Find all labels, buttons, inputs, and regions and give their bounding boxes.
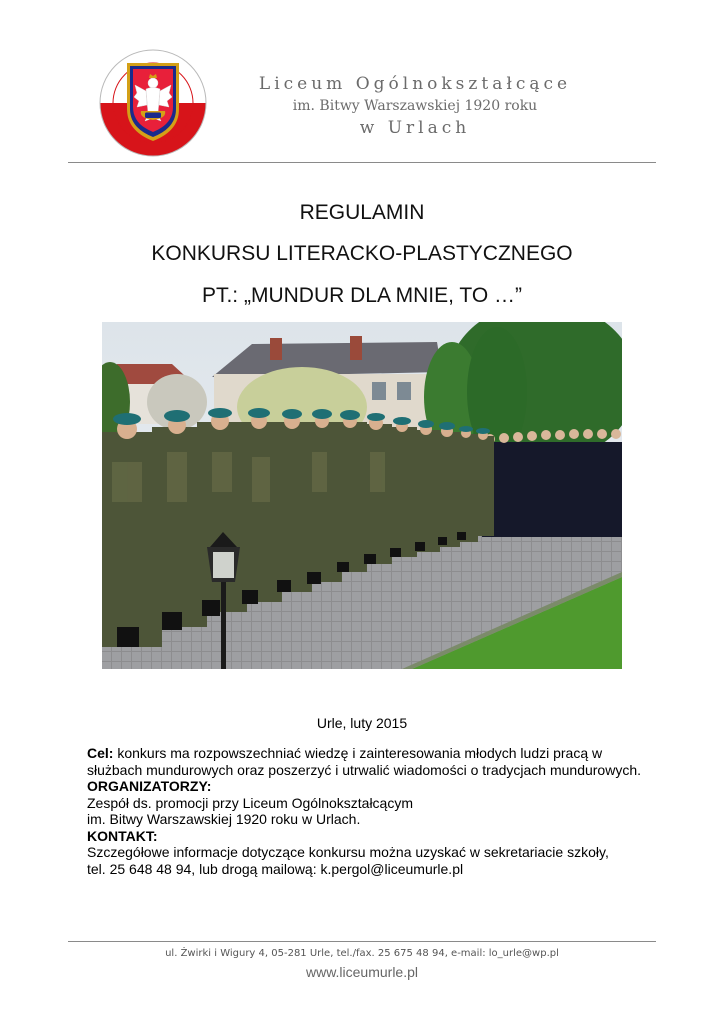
rules-body: [87, 745, 647, 877]
school-name-header: [215, 72, 615, 140]
uniformed-students-parade-photo: [102, 322, 622, 669]
header-divider: [68, 162, 656, 163]
organizers-line2: im. Bitwy Warszawskiej 1920 roku w Urlach.: [87, 811, 361, 827]
document-subtitle: KONKURSU LITERACKO-PLASTYCZNEGO: [151, 242, 573, 265]
goal-paragraph: [87, 745, 647, 778]
school-name-line2: im. Bitwy Warszawskiej 1920 roku: [292, 98, 538, 114]
school-logo: [97, 47, 209, 159]
contest-name: PT.: „MUNDUR DLA MNIE, TO …”: [201, 284, 523, 307]
place-and-date: Urle, luty 2015: [316, 715, 408, 731]
school-name-line3: w Urlach: [359, 118, 471, 138]
goal-text: konkurs ma rozpowszechniać wiedzę i zainteresowania młodych ludzi pracą w służbach mundurowych oraz poszerzyć i utrwalić wiadomości o tradycjach mundurowych.: [87, 745, 642, 778]
footer-website-link[interactable]: www.liceumurle.pl: [305, 964, 419, 980]
footer-address: ul. Żwirki i Wigury 4, 05-281 Urle, tel./fax. 25 675 48 94, e-mail: lo_urle@wp.pl: [165, 948, 559, 959]
contact-line1: Szczegółowe informacje dotyczące konkursu można uzyskać w sekretariacie szkoły,: [87, 844, 609, 860]
organizers-label: ORGANIZATORZY:: [87, 778, 212, 794]
contact-line2: tel. 25 648 48 94, lub drogą mailową: k.pergol@liceumurle.pl: [87, 860, 464, 877]
eagle-crest-icon: [97, 47, 209, 159]
footer-divider: [68, 941, 656, 942]
document-title: REGULAMIN: [299, 201, 425, 224]
school-name-line1: Liceum Ogólnokształcące: [258, 74, 572, 94]
organizers-line1: Zespół ds. promocji przy Liceum Ogólnokształcącym: [87, 794, 414, 811]
goal-label: Cel:: [87, 745, 114, 761]
contact-label: KONTAKT:: [87, 827, 158, 844]
